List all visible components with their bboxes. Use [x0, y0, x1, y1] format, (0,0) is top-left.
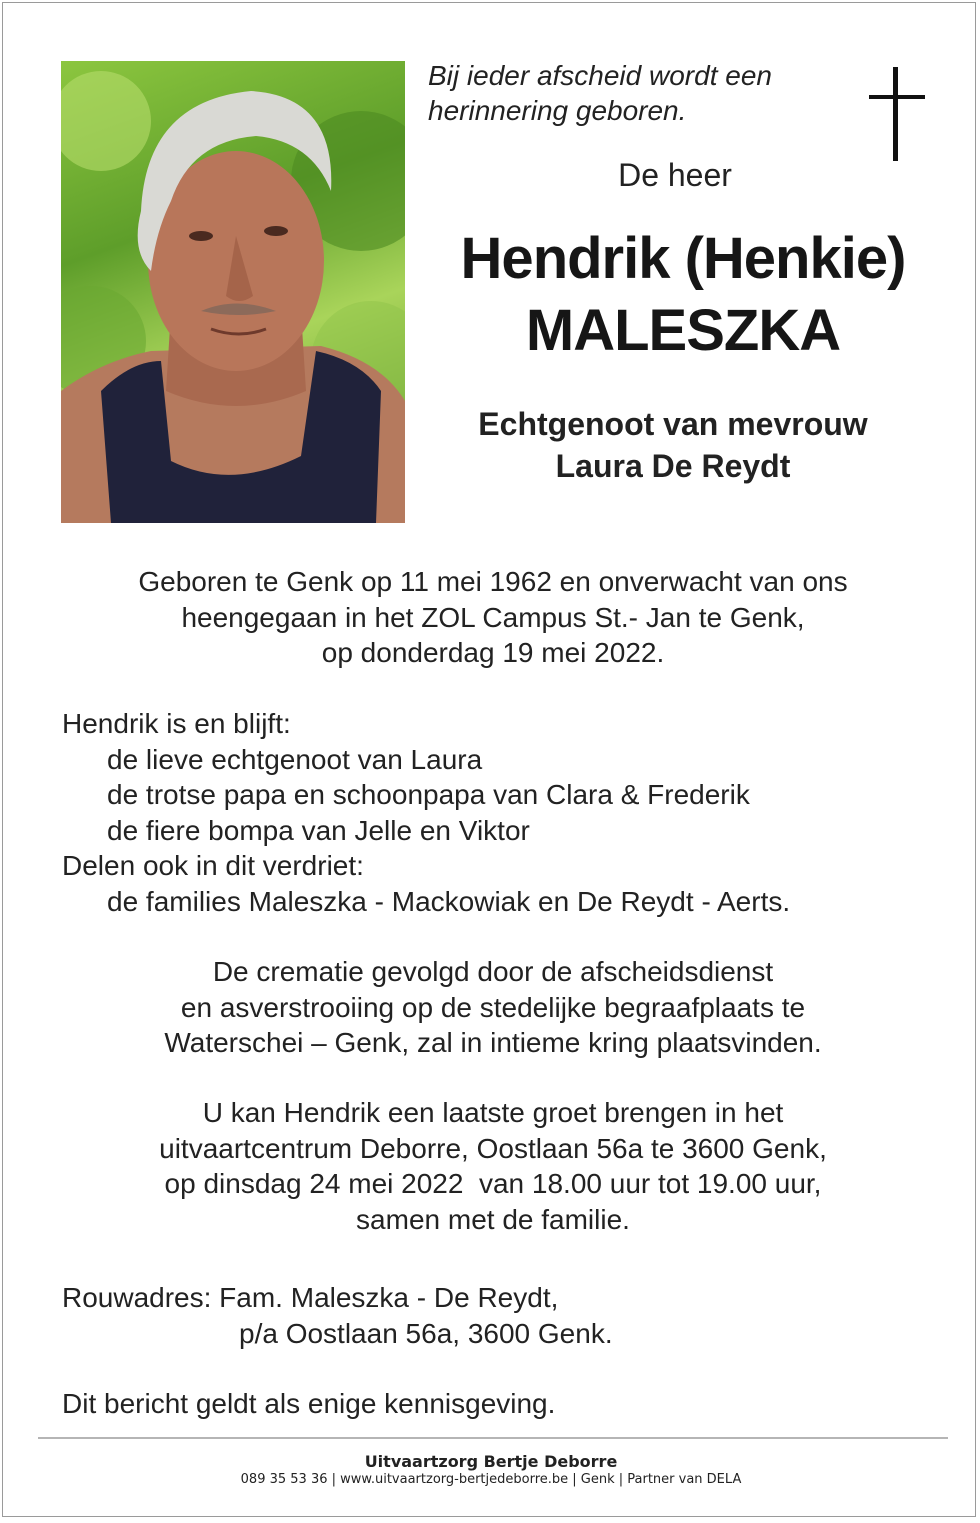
quote-line: Bij ieder afscheid wordt een — [428, 60, 772, 91]
paragraph-line: op donderdag 19 mei 2022. — [321, 637, 665, 668]
quote-line: herinnering geboren. — [428, 95, 687, 126]
paragraph-line: uitvaartcentrum Deborre, Oostlaan 56a te 3600 Genk, — [159, 1132, 827, 1164]
share-intro: Delen ook in dit verdriet: — [62, 850, 364, 881]
family-item: de trotse papa en schoonpapa van Clara & Frederik — [107, 779, 750, 810]
family-intro: Hendrik is en blijft: — [62, 708, 291, 739]
salutation: De heer — [618, 157, 732, 193]
funeral-home-name: Uitvaartzorg Bertje Deborre — [364, 1452, 618, 1471]
share-item: de families Maleszka - Mackowiak en De Reydt - Aerts. — [107, 885, 791, 917]
funeral-home-contact: 089 35 53 36 | www.uitvaartzorg-bertjedeborre.be | Genk | Partner van DELA — [240, 1472, 742, 1487]
paragraph-line: heengegaan in het ZOL Campus St.- Jan te Genk, — [181, 601, 805, 633]
paragraph-line: en asverstrooiing op de stedelijke begraafplaats te — [180, 991, 806, 1023]
cross-icon — [869, 67, 925, 161]
birth-death-paragraph — [43, 564, 943, 671]
paragraph-line: De crematie gevolgd door de afscheidsdienst — [212, 956, 774, 987]
footer-divider — [38, 1437, 948, 1439]
deceased-last-name: MALESZKA — [525, 298, 841, 363]
opening-quote — [428, 58, 858, 128]
paragraph-line: Waterschei – Genk, zal in intieme kring plaatsvinden. — [164, 1027, 822, 1058]
paragraph-line: samen met de familie. — [356, 1203, 630, 1235]
family-item: de fiere bompa van Jelle en Viktor — [107, 814, 530, 846]
spouse-name: Laura De Reydt — [555, 448, 791, 484]
notice-text: Dit bericht geldt als enige kennisgeving. — [62, 1388, 556, 1419]
spouse-title: Echtgenoot van mevrouw — [478, 406, 868, 442]
family-list — [62, 706, 962, 919]
portrait-illustration — [61, 61, 405, 523]
deceased-name — [423, 223, 943, 367]
address-line: p/a Oostlaan 56a, 3600 Genk. — [239, 1317, 613, 1349]
visitation-paragraph — [43, 1095, 943, 1237]
obituary-card — [2, 2, 976, 1517]
family-item: de lieve echtgenoot van Laura — [107, 743, 483, 775]
spouse-line — [423, 403, 923, 487]
paragraph-line: U kan Hendrik een laatste groet brengen in het — [202, 1097, 784, 1128]
paragraph-line: Geboren te Genk op 11 mei 1962 en onverwacht van ons — [138, 566, 848, 597]
cremation-paragraph — [43, 954, 943, 1061]
portrait-photo — [61, 61, 405, 523]
address-line: Rouwadres: Fam. Maleszka - De Reydt, — [62, 1282, 559, 1313]
deceased-first-name: Hendrik (Henkie) — [460, 226, 906, 291]
mourning-address — [62, 1280, 962, 1351]
paragraph-line: op dinsdag 24 mei 2022 van 18.00 uur tot 19.00 uur, — [164, 1168, 822, 1199]
